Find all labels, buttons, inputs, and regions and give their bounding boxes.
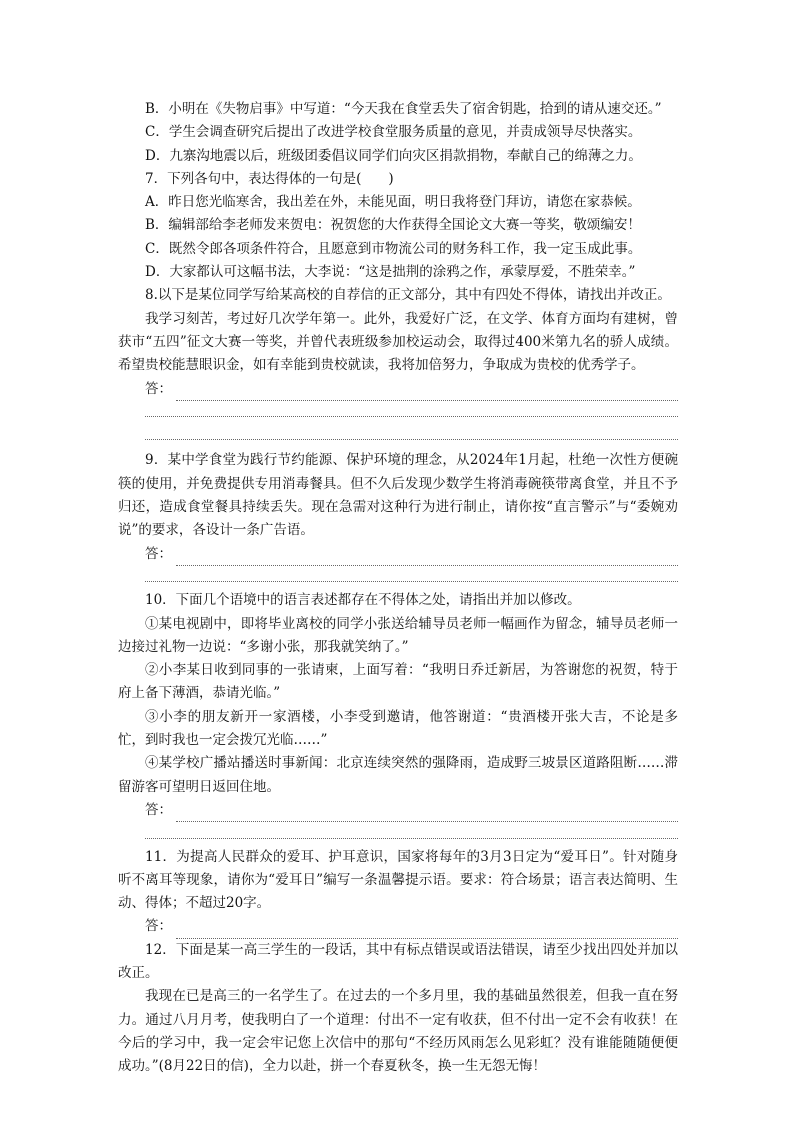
- q10-item-4: ④某学校广播站播送时事新闻：北京连续突然的强降雨，造成野三坡景区道路阻断……滞留游客可望明日返回住地。: [118, 755, 678, 795]
- q7-option-b: B．编辑部给李老师发来贺电：祝贺您的大作获得全国论文大赛一等奖，敬颂编安！: [145, 217, 641, 234]
- q7-option-d: D．大家都认可这幅书法，大李说：“这是拙荆的涂鸦之作，承蒙厚爱，不胜荣幸。”: [145, 264, 636, 281]
- q11-answer-line[interactable]: [145, 915, 678, 938]
- answer-label: 答：: [145, 545, 172, 562]
- q7-option-c: C．既然令郎各项条件符合，且愿意到市物流公司的财务科工作，我一定玉成此事。: [145, 240, 642, 257]
- q10-item-2: ②小李某日收到同事的一张请柬，上面写着：“我明日乔迁新居，为答谢您的祝贺，特于府上备下薄酒，恭请光临。”: [118, 662, 678, 702]
- q7-stem: 7．下列各句中，表达得体的一句是( ): [145, 170, 394, 187]
- q7-option-a: A．昨日您光临寒舍，我出差在外，未能见面，明日我将登门拜访，请您在家恭候。: [145, 194, 641, 211]
- q10-answer-line[interactable]: [145, 799, 678, 822]
- answer-blank: [176, 555, 678, 566]
- q9-answer-line[interactable]: [145, 543, 678, 566]
- q9-stem: 9．某中学食堂为践行节约能源、保护环境的理念，从2024年1月起，杜绝一次性方便碗筷的使用，并免费提供专用消毒餐具。但不久后发现少数学生将消毒碗筷带离食堂，并且不予归还，造成食堂餐具持续丢失。现在急需对这种行为进行制止，请你按“直言警示”与“委婉劝说”的要求，各设计一条广告语。: [118, 452, 678, 539]
- answer-blank-line: [145, 424, 678, 447]
- answer-label: 答：: [145, 918, 172, 935]
- q12-passage: 我现在已是高三的一名学生了。在过去的一个多月里，我的基础虽然很差，但我一直在努力。通过八月月考，使我明白了一个道理：付出不一定有收获，但不付出一定不会有收获！在今后的学习中，我一定会牢记您上次信中的那句“不经历风雨怎么见彩虹？没有谁能随随便便成功。”(8月22日的信)，全力以赴，拼一个春夏秋冬，换一生无怨无悔！: [118, 988, 678, 1075]
- q8-answer-line[interactable]: [145, 378, 678, 401]
- q6-option-c: C．学生会调查研究后提出了改进学校食堂服务质量的意见，并责成领导尽快落实。: [145, 124, 642, 141]
- q12-stem: 12．下面是某一高三学生的一段话，其中有标点错误或语法错误，请至少找出四处并加以改正。: [118, 941, 678, 981]
- worksheet-page: [118, 98, 678, 1078]
- answer-blank-line: [145, 822, 678, 845]
- q8-stem: 8.以下是某位同学写给某高校的自荐信的正文部分，其中有四处不得体，请找出并改正。: [145, 287, 671, 304]
- answer-blank: [176, 390, 678, 401]
- q6-option-b: B．小明在《失物启事》中写道：“今天我在食堂丢失了宿舍钥匙，拾到的请从速交还。”: [145, 101, 662, 117]
- q10-item-3: ③小李的朋友新开一家酒楼，小李受到邀请，他答谢道：“贵酒楼开张大吉，不论是多忙，到时我也一定会拨冗光临……”: [118, 708, 678, 749]
- answer-blank: [176, 811, 678, 822]
- q11-stem: 11．为提高人民群众的爱耳、护耳意识，国家将每年的3月3日定为“爱耳日”。针对随身听不离耳等现象，请你为“爱耳日”编写一条温馨提示语。要求：符合场景；语言表达简明、生动、得体；不超过20字。: [118, 848, 678, 912]
- q10-item-1: ①某电视剧中，即将毕业离校的同学小张送给辅导员老师一幅画作为留念，辅导员老师一边接过礼物一边说：“多谢小张，那我就笑纳了。”: [118, 615, 678, 655]
- answer-blank-line: [145, 401, 678, 424]
- q10-stem: 10．下面几个语境中的语言表述都存在不得体之处，请指出并加以修改。: [145, 592, 581, 609]
- answer-blank-line: [145, 566, 678, 589]
- answer-blank: [176, 928, 678, 939]
- q8-passage: 我学习刻苦，考过好几次学年第一。此外，我爱好广泛，在文学、体育方面均有建树，曾获市“五四”征文大赛一等奖，并曾代表班级参加校运动会，取得过400米第九名的骄人成绩。希望贵校能慧眼识金，如有幸能到贵校就读，我将加倍努力，争取成为贵校的优秀学子。: [118, 310, 678, 374]
- answer-label: 答：: [145, 380, 172, 397]
- answer-label: 答：: [145, 801, 172, 818]
- q6-option-d: D．九寨沟地震以后，班级团委倡议同学们向灾区捐款捐物，奉献自己的绵薄之力。: [145, 147, 642, 164]
